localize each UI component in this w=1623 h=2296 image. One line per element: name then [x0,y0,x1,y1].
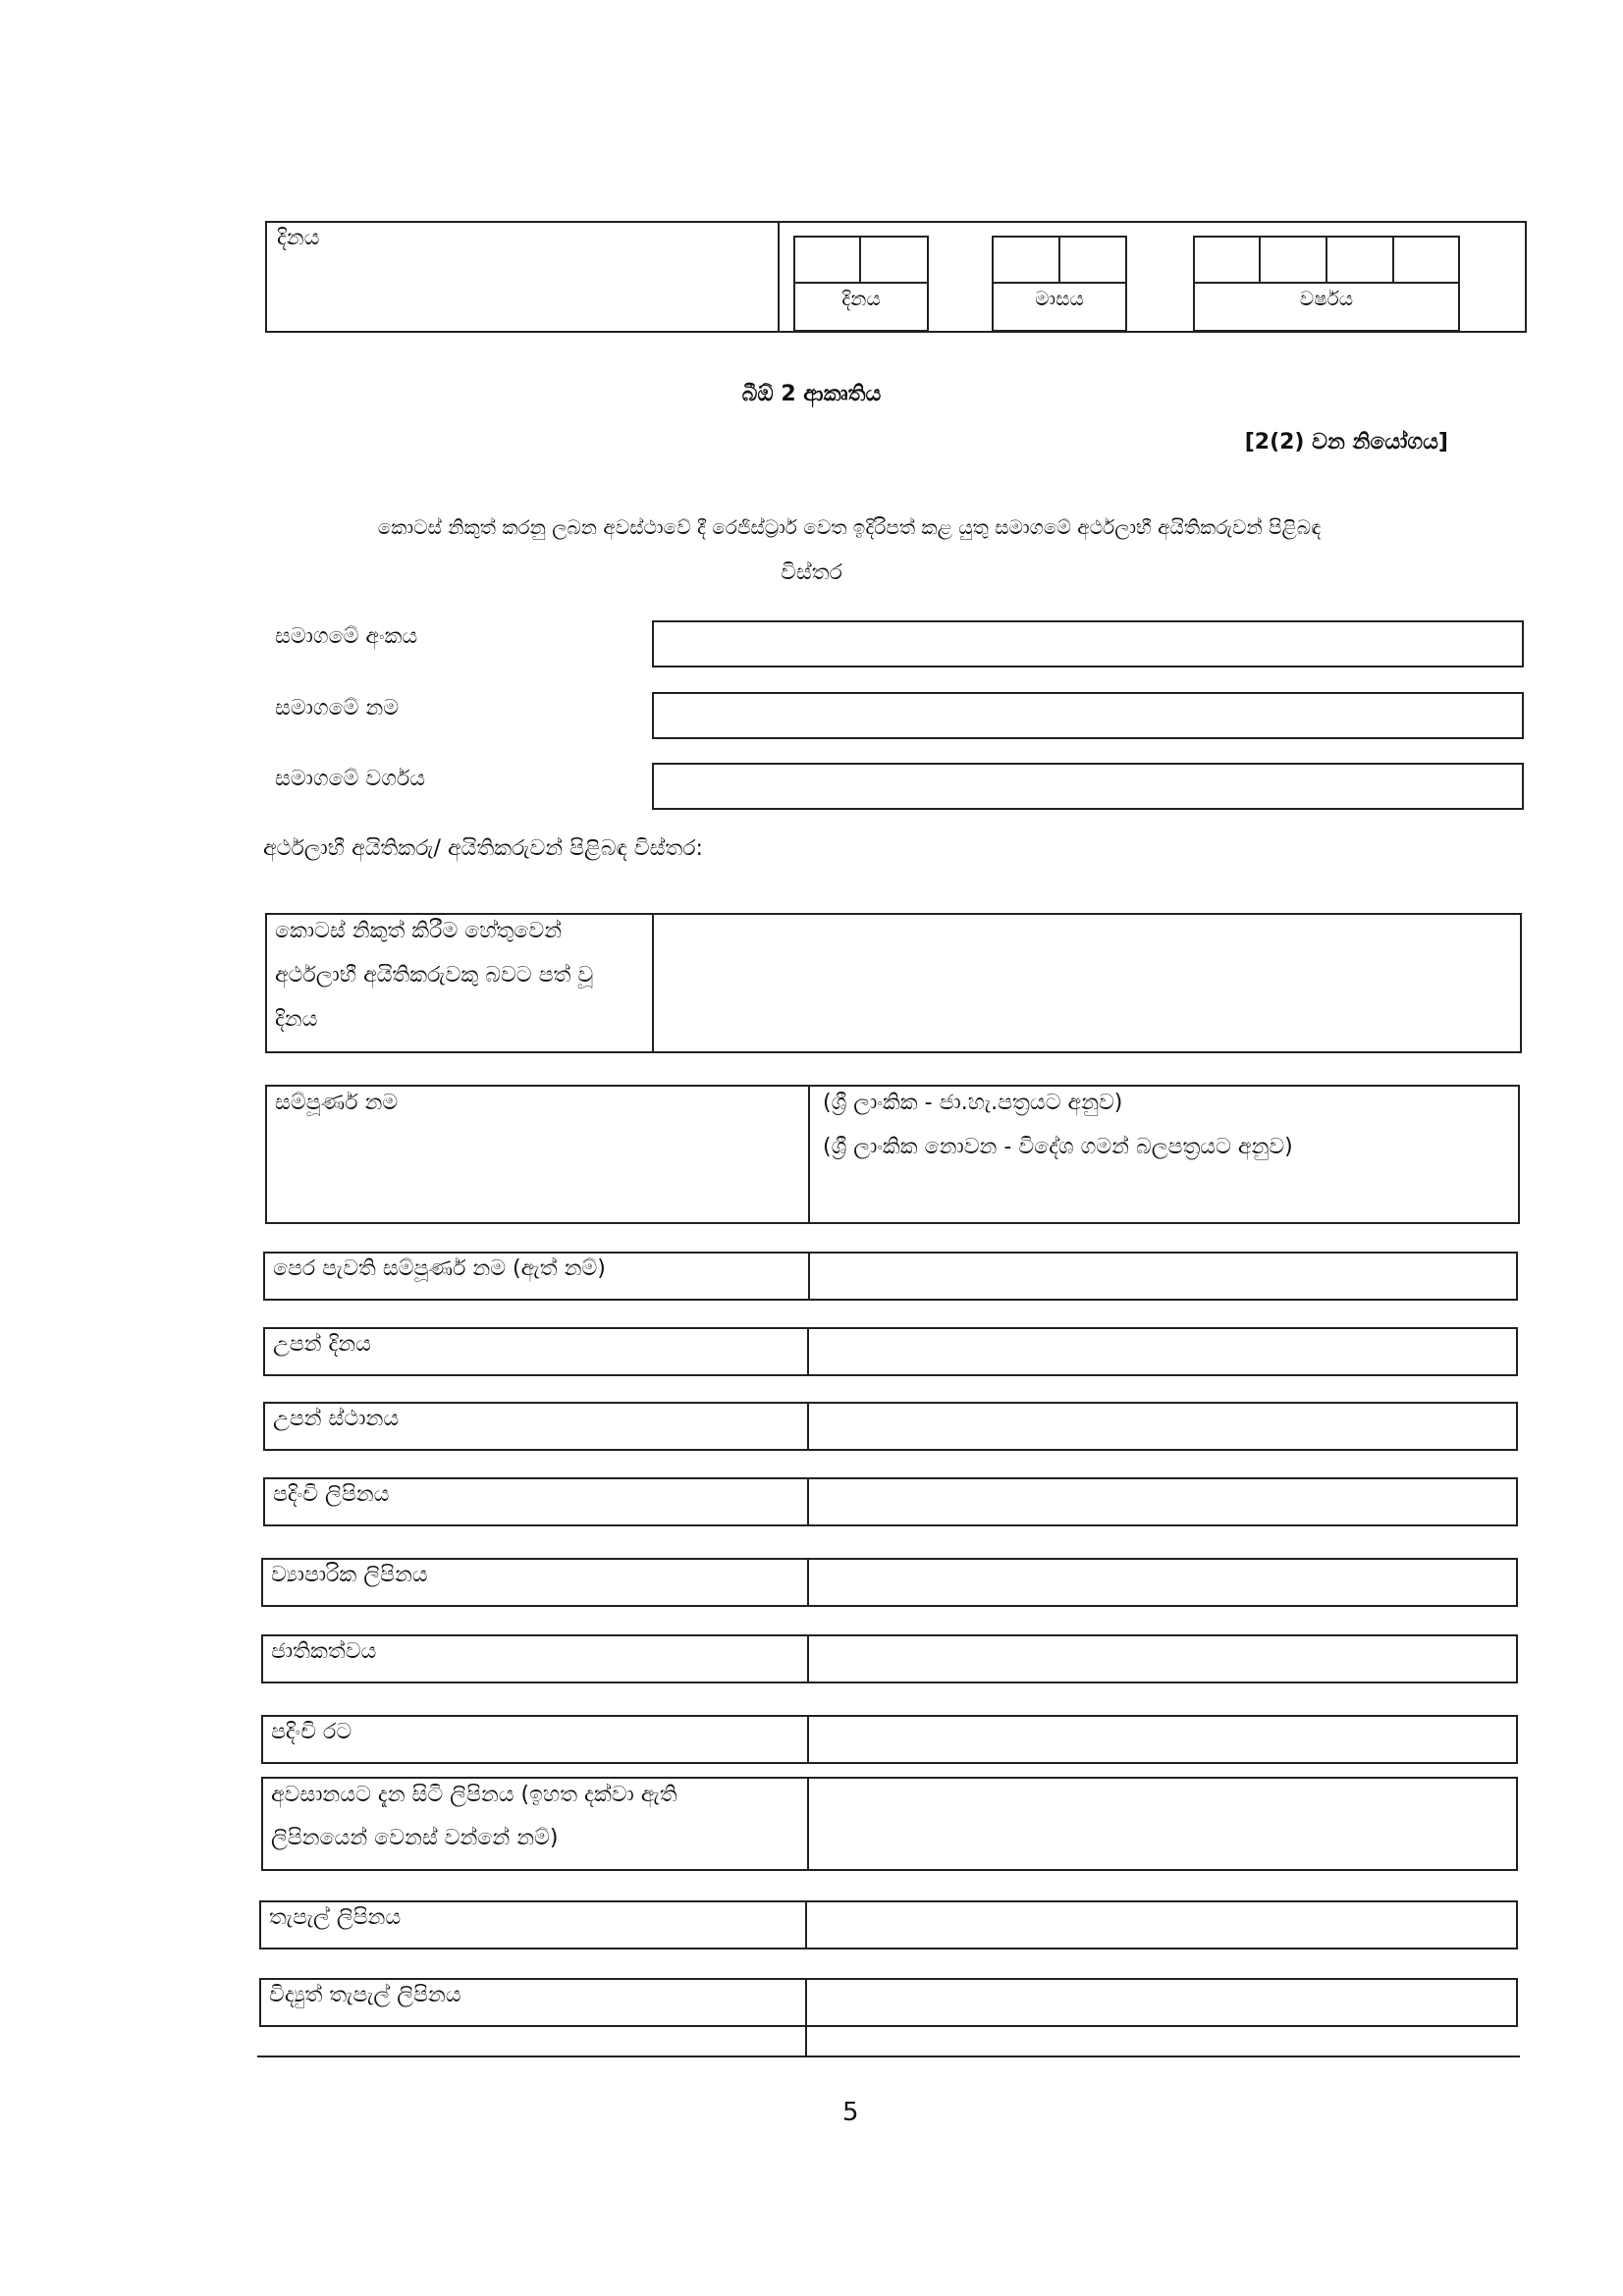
company-number-label: සමාගමේ අංකය [275,624,418,649]
month-label: මාසය [1035,287,1084,310]
became-owner-label-line3: දිනය [275,1007,318,1032]
company-name-label: සමාගමේ නම [275,696,400,721]
company-name-field[interactable] [652,692,1524,739]
month-box-digit-divider [1058,236,1060,283]
email-address-value[interactable] [807,1980,1516,2025]
residential-address-value[interactable] [809,1479,1516,1524]
birth-date-label: උපන් දිනය [273,1332,371,1357]
company-number-field[interactable] [652,620,1524,667]
owners-heading: අර්ථලාභී අයිතිකරු/ අයිතිකරුවන් පිළිබඳ විස්තර: [263,836,703,861]
form-heading-line2: විස්තර [781,561,842,585]
bottom-rule [257,2056,1520,2057]
email-address-label: විද්‍යුත් තැපැල් ලිපිනය [269,1983,461,2007]
full-name-note-foreigner: (ශ්‍රී ලාංකික නොවන - විදේශ ගමන් බලපත්‍රයට අනුව) [823,1135,1293,1159]
business-address-value[interactable] [809,1560,1516,1605]
regulation-reference: [2(2) වන නියෝගය] [1244,430,1448,454]
form-heading-line1: කොටස් නිකුත් කරනු ලබන අවස්ථාවේ දී රෙජිස්ට්‍රාර් වෙත ඉදිරිපත් කළ යුතු සමාගමේ අර්ථලාභී අයිතිකරුවන් පිළිබඳ [377,515,1322,539]
nationality-value[interactable] [809,1636,1516,1682]
year-box-digit-divider-2 [1325,236,1327,283]
date-row-label: දිනය [277,226,320,250]
became-owner-label-line1: කොටස් නිකුත් කිරීම හේතුවෙන් [275,919,563,943]
day-box[interactable] [793,236,929,332]
nationality-label: ජාතිකත්වය [271,1639,377,1664]
country-of-residence-value[interactable] [809,1717,1516,1762]
day-box-digit-divider [859,236,861,283]
country-of-residence-label: පදිංචි රට [271,1720,352,1744]
last-known-address-value[interactable] [809,1779,1516,1869]
company-type-field[interactable] [652,763,1524,810]
full-name-value[interactable] [810,1168,1518,1222]
day-label: දිනය [841,287,881,310]
birth-place-value[interactable] [809,1404,1516,1449]
full-name-note-citizen: (ශ්‍රී ලාංකික - ජා.හැ.පත්‍රයට අනුව) [823,1091,1123,1115]
last-known-address-label-line1: අවසානයට දැන සිටි ලිපිනය (ඉහත දක්වා ඇති [271,1783,677,1807]
became-owner-label-line2: අර්ථලාභී අයිතිකරුවකු බවට පත් වූ [275,963,594,988]
year-box-digit-divider-1 [1259,236,1261,283]
year-box-digit-divider-3 [1392,236,1394,283]
former-name-value[interactable] [810,1254,1516,1299]
day-box-split [793,282,929,284]
postal-address-value[interactable] [807,1902,1516,1948]
year-label: වර්ෂය [1299,287,1354,310]
page-number: 5 [842,2098,859,2127]
company-type-label: සමාගමේ වර්ගය [275,767,426,791]
date-row-divider [778,221,780,333]
birth-place-label: උපන් ස්ථානය [273,1407,400,1431]
former-name-label: පෙර පැවති සම්පූර්ණ නම (ඇත් නම්) [273,1256,606,1281]
full-name-label: සම්පූර්ණ නම [275,1091,399,1115]
last-known-address-label-line2: ලිපිනයෙන් වෙනස් වන්නේ නම්) [271,1826,559,1850]
birth-date-value[interactable] [809,1329,1516,1374]
became-owner-value[interactable] [654,915,1520,1051]
business-address-label: ව්‍යාපාරික ලිපිනය [271,1563,428,1587]
residential-address-label: පදිංචි ලිපිනය [273,1482,390,1507]
form-title: බීඕ 2 ආකෘතිය [741,382,882,406]
postal-address-label: තැපැල් ලිපිනය [269,1905,402,1930]
